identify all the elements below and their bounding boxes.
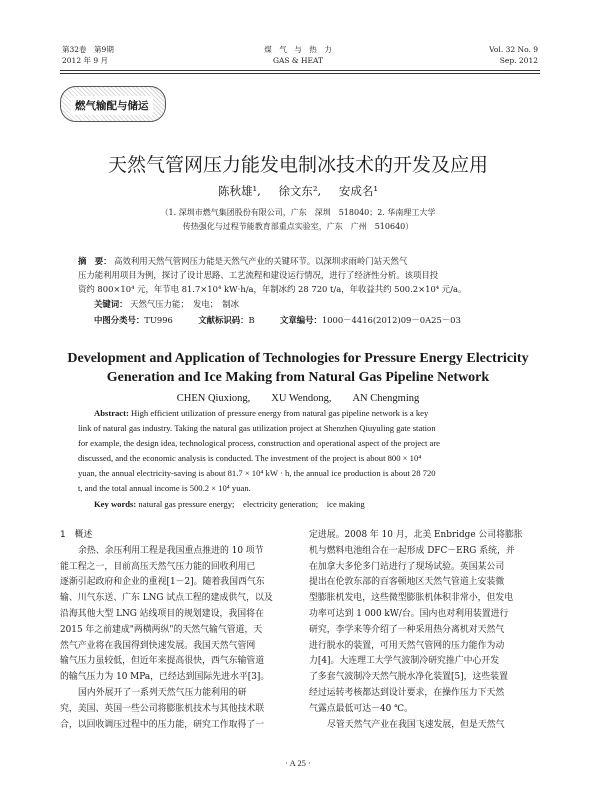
body-line: 型膨胀机发电，这些微型膨胀机体积非常小，但发电 xyxy=(309,593,514,604)
body-column-right xyxy=(309,528,545,733)
issue-date-en: Sep. 2012 xyxy=(499,56,538,65)
body-line: 在加拿大多伦多门站进行了现场试验。英国某公司 xyxy=(309,561,505,572)
abstract-en-line: t, and the total annual income is 500.2 × 10⁴ yuan. xyxy=(78,483,251,493)
body-line: 输、川气东送、广东 LNG 试点工程的建成供气，以及 xyxy=(60,593,273,604)
article-title-cn: 天然气管网压力能发电制冰技术的开发及应用 xyxy=(107,154,488,176)
affiliation-line: （1. 深圳市燃气集团股份有限公司，广东 深圳 518040；2. 华南理工大学 xyxy=(160,208,436,217)
abstract-cn-line: 资约 800×10⁴ 元，年节电 81.7×10⁴ kW·h/a，年制冰约 28 720 t/a，年收益共约 500.2×10⁴ 元/a。 xyxy=(78,284,467,294)
body-line: 尽管天然气产业在我国飞速发展，但是天然气 xyxy=(327,719,505,730)
author-2: 徐文东², xyxy=(278,184,322,198)
page-number: · A 25 · xyxy=(285,758,311,768)
abstract-en-line xyxy=(94,406,428,420)
body-line: 功率可达到 1 000 kW/台。国内也对利用装置进行 xyxy=(309,608,509,619)
body-line: 定进展。2008 年 10 月，北美 Enbridge 公司将膨胀 xyxy=(309,530,523,540)
classification-line xyxy=(94,313,461,327)
keywords-en xyxy=(94,497,365,511)
doc-code-value: B xyxy=(248,315,255,325)
keywords-label-en: Key words: xyxy=(94,499,137,509)
abstract-en-line: for example, the design idea, technological process, construction and operational aspect of the project are xyxy=(78,438,440,448)
body-line: 究，美国、英国一些公司将膨胀机技术与其他技术联 xyxy=(60,703,265,714)
abstract-label-cn: 摘 要： xyxy=(78,256,112,266)
body-line: 2015 年之前建成"两横两纵"的天然气输气管道，天 xyxy=(60,624,263,635)
classification-value: TU996 xyxy=(144,315,173,325)
body-line: 余热、余压利用工程是我国重点推进的 10 项节 xyxy=(78,545,264,556)
article-no-value: 1000－4416(2012)09－0A25－03 xyxy=(321,315,461,325)
journal-name-en: GAS & HEAT xyxy=(272,56,323,65)
keywords-cn-text: 天然气压力能； 发电； 制冰 xyxy=(130,299,240,309)
abstract-en-text: High efficient utilization of pressure energy from natural gas pipeline network is a key xyxy=(131,408,429,418)
keywords-label-cn: 关键词： xyxy=(94,299,128,309)
volume-issue-en: Vol. 32 No. 9 xyxy=(489,45,538,54)
body-line: 研究，李学来等介绍了一种采用热分离机对天然气 xyxy=(309,624,505,635)
abstract-cn-line: 压力能利用项目为例，探讨了设计思路、工艺流程和建设运行情况，进行了经济性分析。该项目投 xyxy=(78,270,439,280)
doc-code-label: 文献标识码： xyxy=(198,315,249,325)
body-line: 提出在伦敦东部的百客顿地区天然气管道上安装微 xyxy=(309,577,505,588)
volume-issue: 第32卷 第9期 xyxy=(62,45,114,54)
authors-en: CHEN Qiuxiong, XU Wendong, AN Chengming xyxy=(176,393,420,404)
body-line: 了多套气波制冷天然气脱水净化装置[5]，这些装置 xyxy=(309,672,508,683)
article-title-en-line2: Generation and Ice Making from Natural Gas Pipeline Network xyxy=(106,370,490,385)
abstract-en-line: link of natural gas industry. Taking the natural gas utilization project at Shenzhen Qiuyuling gate station xyxy=(78,423,436,433)
article-title-en: Development and Application of Technologies for Pressure Energy Electricity xyxy=(67,351,529,366)
section-tag xyxy=(60,86,166,122)
section-heading: 1 概述 xyxy=(60,530,93,540)
classification-label: 中图分类号： xyxy=(94,315,145,325)
running-header-right xyxy=(398,44,538,66)
body-line: 经过运转考核都达到设计要求，在操作压力下天然 xyxy=(309,687,505,698)
header-rule-thin xyxy=(60,73,540,74)
body-line: 逐渐引起政府和企业的重视[1－2]。随着我国西气东 xyxy=(60,577,265,588)
abstract-cn-line xyxy=(78,254,407,268)
journal-name-cn: 煤 气 与 热 力 xyxy=(264,45,332,54)
body-line: 沿海其他大型 LNG 站线项目的规划建设，我国将在 xyxy=(60,608,264,619)
body-line: 合，以回收调压过程中的压力能，研究工作取得了一 xyxy=(60,719,265,730)
body-line: 机与燃料电池组合在一起形成 DFC－ERG 系统，并 xyxy=(309,545,515,556)
body-line: 然气产业将在我国得到快速发展。我国天然气管网 xyxy=(60,640,256,651)
authors-cn xyxy=(60,183,536,199)
body-line: 气露点最低可达－40 ℃。 xyxy=(309,703,413,714)
body-line: 能工程之一，目前高压天然气压力能的回收利用已 xyxy=(60,561,256,572)
affiliation-line: 传热强化与过程节能教育部重点实验室，广东 广州 510640） xyxy=(182,222,414,231)
header-rule xyxy=(60,70,540,71)
body-line: 国内外展开了一系列天然气压力能利用的研 xyxy=(78,687,247,698)
body-line: 进行脱水的装置，可用天然气管网的压力能作为动 xyxy=(309,640,505,651)
issue-date: 2012 年 9 月 xyxy=(62,56,109,65)
running-header-left xyxy=(62,44,202,66)
body-line: 力[4]。大连理工大学气波制冷研究推广中心开发 xyxy=(309,656,500,667)
author-1: 陈秋雄¹, xyxy=(218,184,261,198)
article-no-label: 文章编号： xyxy=(279,315,322,325)
keywords-en-text: natural gas pressure energy; electricity generation; ice making xyxy=(138,499,365,509)
author-3: 安成名¹ xyxy=(338,184,378,198)
running-header-center xyxy=(220,44,376,66)
body-line: 的输气压力为 10 MPa，已经达到国际先进水平[3]。 xyxy=(60,672,270,683)
body-column-left xyxy=(60,528,296,733)
body-line: 输气压力虽较低，但近年来提高很快，西气东输管道 xyxy=(60,656,265,667)
keywords-cn xyxy=(94,297,239,311)
abstract-cn-text: 高效利用天然气管网压力能是天然气产业的关键环节。以深圳求雨岭门站天然气 xyxy=(114,256,408,266)
abstract-en-line: discussed, and the economic analysis is conducted. The investment of the project is about 800 × 10⁴ xyxy=(78,453,422,463)
abstract-label-en: Abstract: xyxy=(94,408,129,418)
abstract-en-line: yuan, the annual electricity-saving is about 81.7 × 10⁴ kW · h, the annual ice production is about 28 720 xyxy=(78,468,436,478)
section-tag-label: 燃气输配与储运 xyxy=(71,96,153,115)
